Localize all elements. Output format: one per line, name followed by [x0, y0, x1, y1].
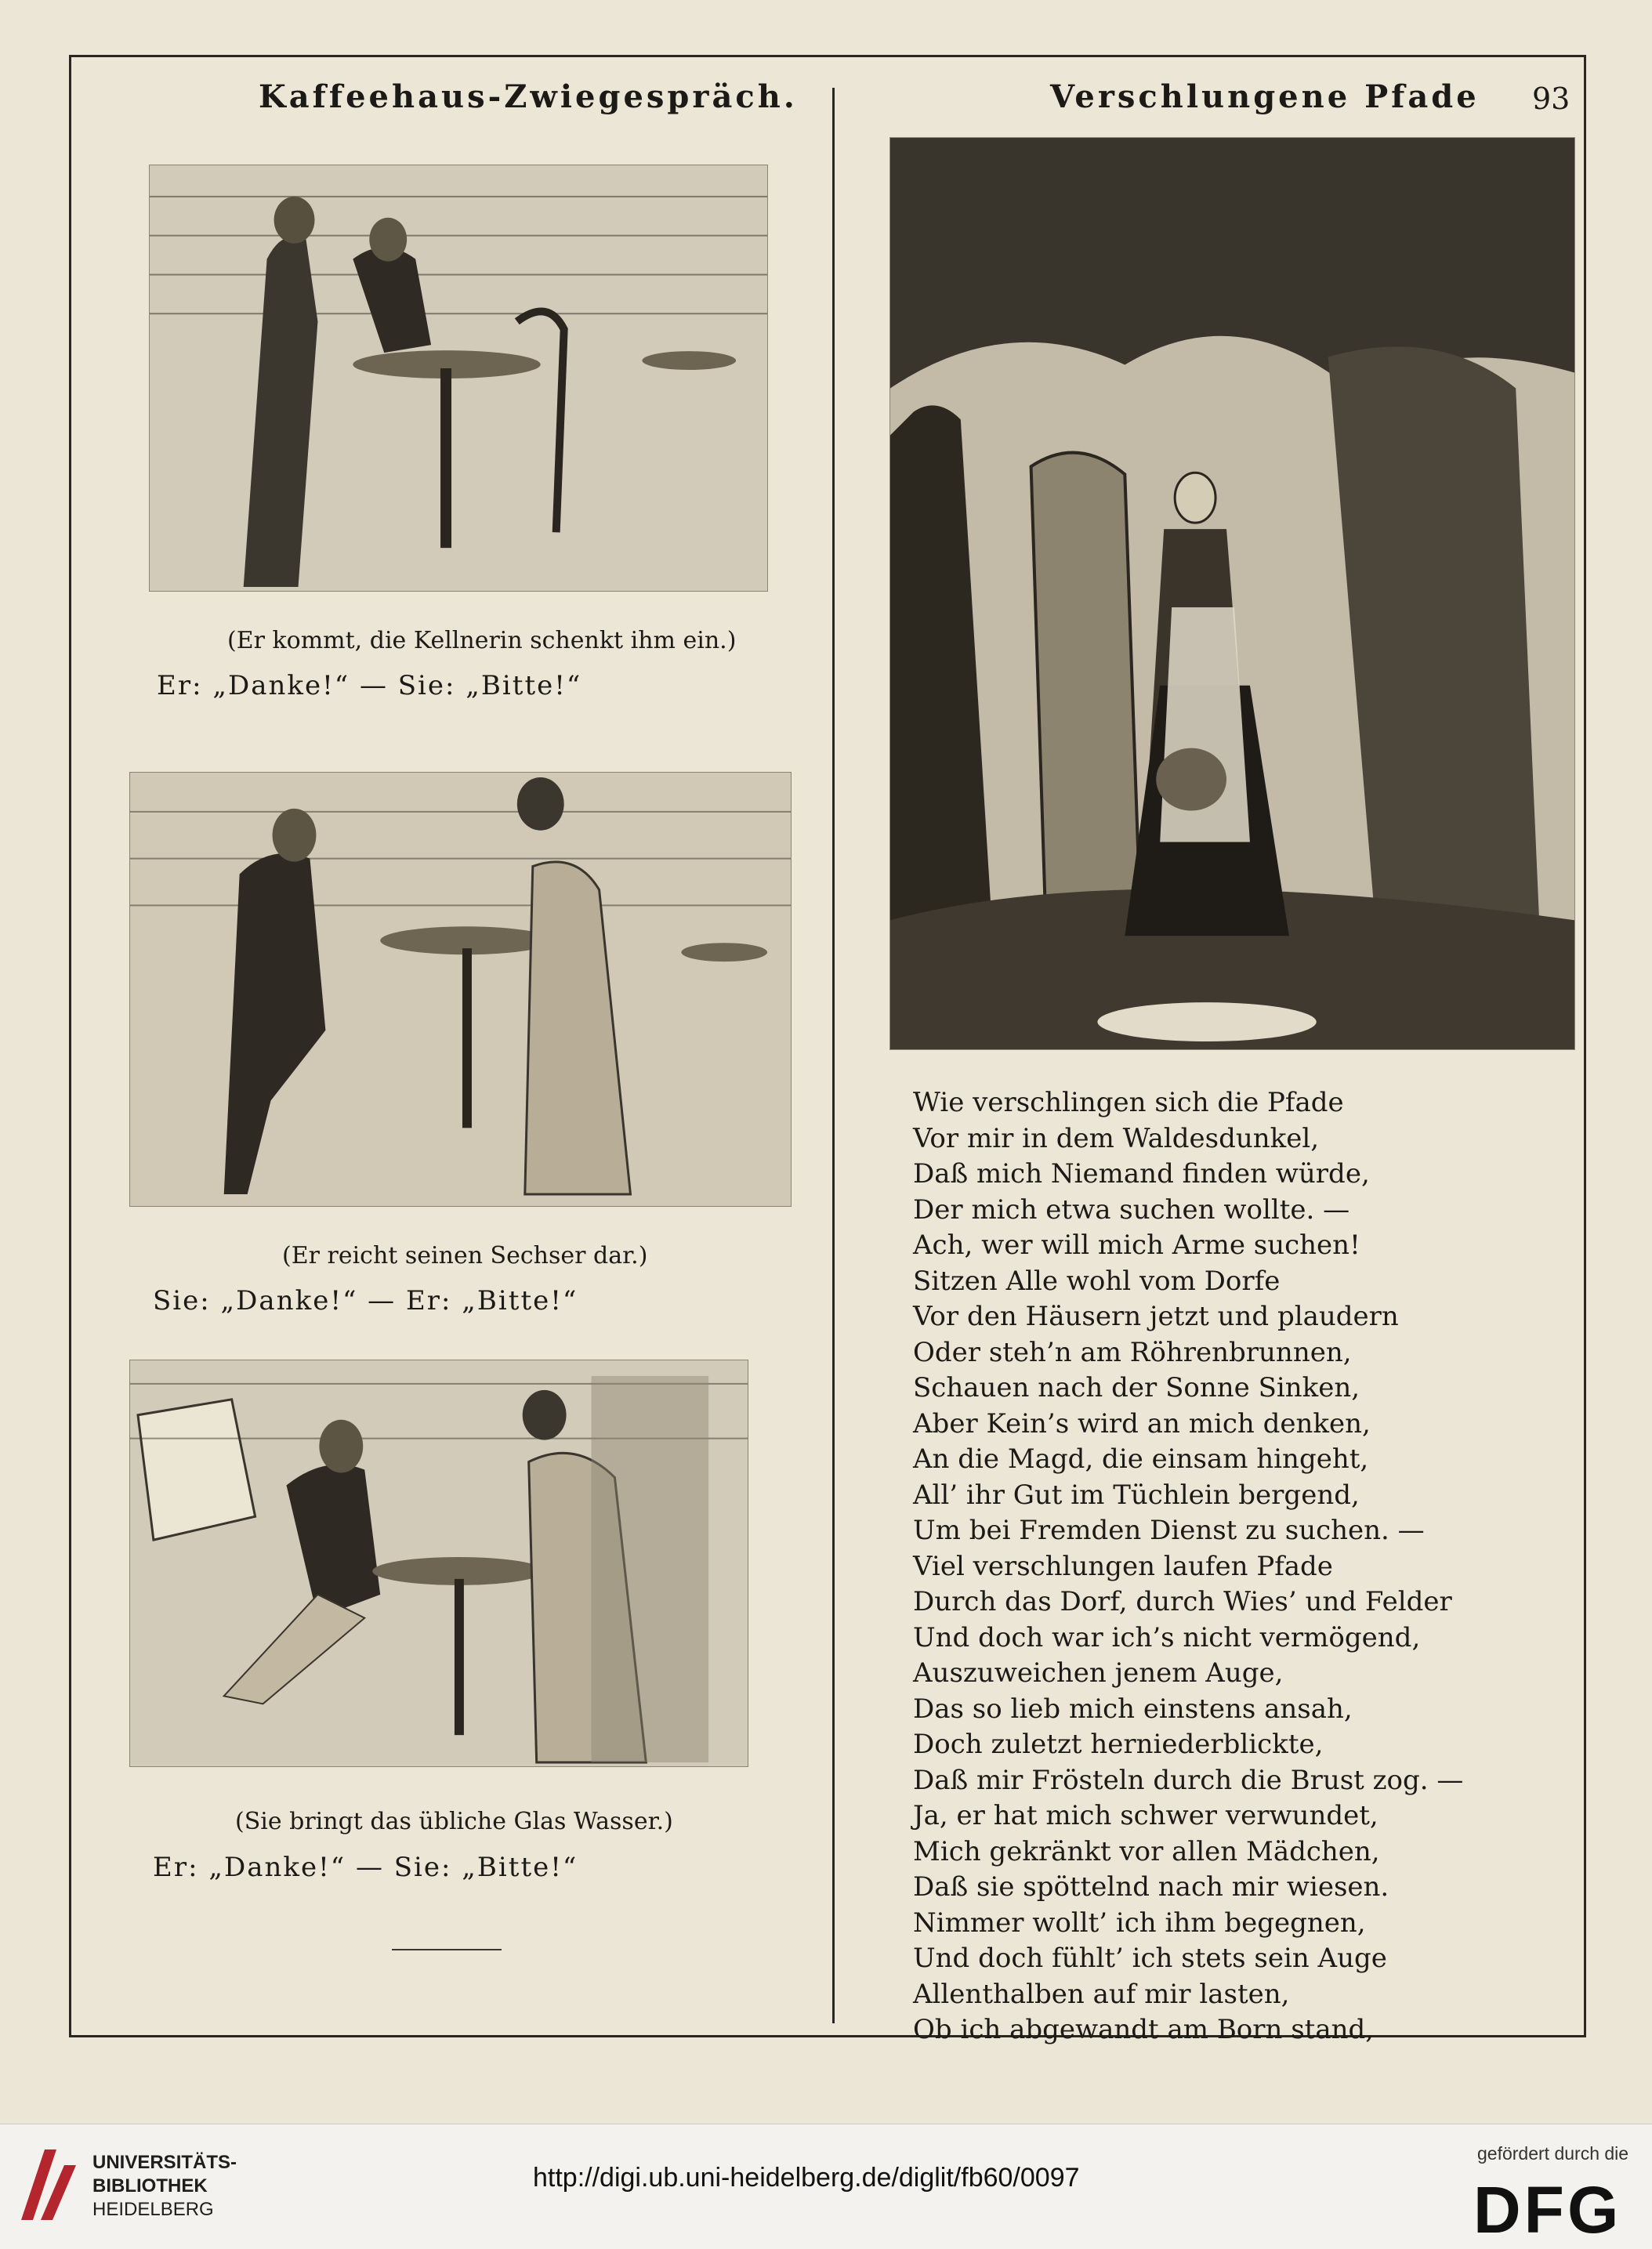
poem-line: Mich gekränkt vor allen Mädchen, — [913, 1835, 1380, 1867]
poem-line: Schauen nach der Sonne Sinken, — [913, 1372, 1360, 1403]
scene-2-caption: (Er reicht seinen Sechser dar.) — [282, 1242, 648, 1269]
page-number: 93 — [1532, 81, 1570, 116]
scene-1-dialogue: Er: „Danke!“ — Sie: „Bitte!“ — [157, 670, 582, 701]
poem-line: Das so lieb mich einstens ansah, — [913, 1693, 1353, 1725]
dfg-logo: DFG — [1473, 2173, 1622, 2247]
scene-2-dialogue: Sie: „Danke!“ — Er: „Bitte!“ — [153, 1285, 578, 1316]
poem-line: Doch zuletzt herniederblickte, — [913, 1729, 1324, 1760]
poem-line: Auszuweichen jenem Auge, — [913, 1657, 1284, 1689]
poem-line: Ach, wer will mich Arme suchen! — [913, 1230, 1360, 1261]
scene-3-caption: (Sie bringt das übliche Glas Wasser.) — [235, 1808, 673, 1835]
poem-line: Nimmer wollt’ ich ihm begegnen, — [913, 1907, 1366, 1939]
poem-line: Wie verschlingen sich die Pfade — [913, 1087, 1344, 1118]
illustration-cafe-paying — [129, 772, 792, 1207]
left-column-title: Kaffeehaus-Zwiegespräch. — [259, 78, 798, 115]
poem-line: Aber Kein’s wird an mich denken, — [913, 1407, 1371, 1440]
right-column-title: Verschlungene Pfade — [1050, 78, 1480, 115]
library-name-line1: UNIVERSITÄTS- — [92, 2152, 237, 2173]
library-name-line2: BIBLIOTHEK — [92, 2175, 208, 2196]
poem-line: Durch das Dorf, durch Wies’ und Felder — [913, 1586, 1452, 1617]
poem-line: Viel verschlungen laufen Pfade — [913, 1550, 1333, 1582]
poem-line: Vor mir in dem Waldesdunkel, — [913, 1122, 1320, 1154]
scene-1-caption: (Er kommt, die Kellnerin schenkt ihm ein.) — [227, 627, 737, 654]
poem-line: Oder steh’n am Röhrenbrunnen, — [913, 1336, 1352, 1368]
illustration-forest-maid — [889, 137, 1575, 1050]
poem-line: An die Magd, die einsam hingeht, — [913, 1443, 1369, 1475]
poem-line: Daß mir Frösteln durch die Brust zog. — — [913, 1764, 1464, 1796]
poem-line: Allenthalben auf mir lasten, — [913, 1978, 1290, 2010]
poem-line: Um bei Fremden Dienst zu suchen. — — [913, 1515, 1425, 1546]
library-name-line3: HEIDELBERG — [92, 2199, 214, 2220]
poem-line: Daß mich Niemand finden würde, — [913, 1158, 1370, 1190]
library-name — [92, 2151, 237, 2222]
poem-line: Und doch fühlt’ ich stets sein Auge — [913, 1943, 1387, 1974]
illustration-cafe-water — [129, 1360, 748, 1767]
poem-verschlungene-pfade — [913, 1085, 1571, 2048]
permalink-url[interactable]: http://digi.ub.uni-heidelberg.de/diglit/fb60/0097 — [533, 2163, 1080, 2193]
poem-line: Daß sie spöttelnd nach mir wiesen. — [913, 1871, 1389, 1903]
poem-line: Der mich etwa suchen wollte. — — [913, 1193, 1350, 1226]
column-divider — [832, 88, 835, 2023]
poem-line: Ob ich abgewandt am Born stand, — [913, 2014, 1375, 2045]
illustration-cafe-pouring — [149, 165, 768, 592]
poem-line: Vor den Häusern jetzt und plaudern — [913, 1301, 1399, 1332]
scene-3-dialogue: Er: „Danke!“ — Sie: „Bitte!“ — [153, 1852, 578, 1883]
poem-line: Und doch war ich’s nicht vermögend, — [913, 1621, 1421, 1653]
funded-by-label: gefördert durch die — [1477, 2143, 1629, 2164]
poem-line: Sitzen Alle wohl vom Dorfe — [913, 1265, 1281, 1297]
poem-line: Ja, er hat mich schwer verwundet, — [913, 1800, 1378, 1831]
library-logo-icon — [17, 2146, 80, 2224]
poem-line: All’ ihr Gut im Tüchlein bergend, — [913, 1479, 1360, 1511]
closing-rule — [392, 1949, 502, 1950]
